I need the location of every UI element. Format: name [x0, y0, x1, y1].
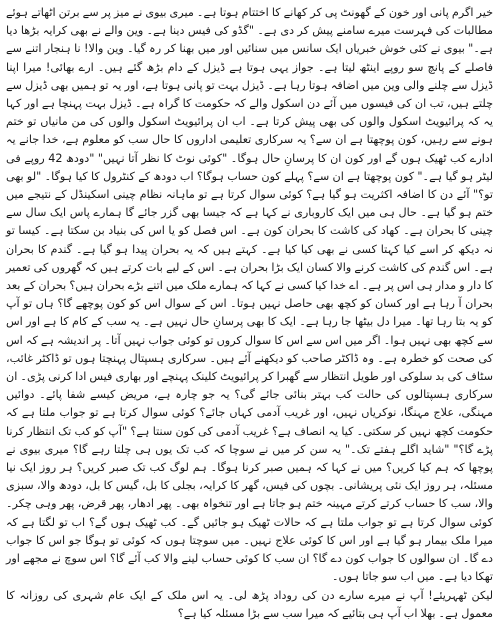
article-paragraph: خیر اگرم پانی اور خون کے گھونٹ پی کر کھانے کا اختتام ہوتا ہے۔ میری بیوی نے میز پر سے برتن اٹھاتے ہوئے مطالبات کی فہرست میرے سامنے پیش کر دی ہے۔ "گڈو کی فیس دینا ہے۔ وین والے نے بھی کرایہ بڑھا دیا ہے۔" بیوی نے کئی خوش خبریاں ایک سانس میں سنائیں اور میں بھنا کر رہ گیا۔ وین والا! نا ہنجار اتنے سے فاصلے کے پانچ سو روپے اینٹھ لیتا ہے۔ جواز یہی ہوتا ہے ڈیزل کے دام بڑھ گئے ہیں۔ ارے بھائی! میرا اپنا ڈیزل سے چلنے والی وین میں اضافہ ہوتا رہا ہے۔ ڈیزل بہت تو پانی ہوتا ہے، اور یہ تو ہمیں بھی ڈیزل سے چلتے ہیں، تب ان کی فیسوں میں آئے دن اسکول والے کہ حکومت کا گراہ ہے۔ ڈیزل بہت پہنچا ہے اور کہا یہ کہ پرائیویٹ اسکول والوں کی بھی پیش کرتا ہے۔ اب ان پرائیویٹ اسکول والوں کی من مانیاں تو ختم ہونے سے رہیں، کون پوچھتا ہے ان سے؟ یہ سرکاری تعلیمی اداروں کا حال سب کو معلوم ہے، خدا جانے یہ ادارے کب ٹھیک ہوں گے اور کون ان کا پرسانِ حال ہوگا۔ "کوئی نوٹ کا نظر آتا نہیں" "دودھ 42 روپے فی لیٹر ہو گیا ہے۔" کون پوچھتا ہے ان سے؟ پہلے کون حساب ہوگا؟ اب دودھ کے کنٹرول کا کیا ہوگا۔ "لو بھی تو؟" آئے دن کا اضافہ اکثریت ہو گیا ہے؟ کوئی سوال کرتا ہے تو ماہانہ نظام چینی اسکینڈل کے نتیجے میں ختم ہو گیا ہے۔ حال ہی میں ایک کاروباری نے کہا ہے کہ جیسا بھی گزر جائے گا ہمارے پاس ایک سال سے چینی کا بحران ہے۔ کھاد کی کاشت کا بحران کون ہے۔ اس فصل کو یا اس کی بنیاد بن سکتا ہے۔ کیسا تو نہ دیکھ کر اسے کیا کہتا کسی نے بھی کیا کیا ہے۔ کہتے ہیں کہ یہ بحران پیدا ہو گیا ہے۔ گندم کا بحران ہے۔ اس گندم کی کاشت کرنے والا کسان ایک بڑا بحران ہے۔ اس کے لیے بات کرتے ہیں کہ گھروں کی تعمیر کا دار و مدار ہی اس پر ہے۔ اے خدا کیا کسی نے کہا کہ ہمارے ملک میں اتنے بڑے بحران ہیں؟ بحران کے بعد بحران آ رہا ہے اور کسان کو کچھ بھی حاصل نہیں ہوتا۔ اس کے سوال اس کو کون پوچھے گا؟ ہاں تو آپ کو یہ بتا رہا تھا۔ میرا دل بیٹھا جا رہا ہے۔ ایک کا بھی پرسانِ حال نہیں ہے۔ یہ سب کے کام کا ہے اور اس سے کچھ بھی نہیں ہوا۔ اگر میں اس سے اس کا سوال کروں تو کوئی جواب نہیں آتا۔ پر اندیشہ ہے کہ اس کی صحت کو خطرہ ہے۔ وہ ڈاکٹر صاحب کو دیکھنے آئے ہیں۔ سرکاری ہسپتال پہنچتا ہوں تو ڈاکٹر غائب، سٹاف کی بد سلوکی اور طویل انتظار سے گھبرا کر پرائیویٹ کلینک پہنچے اور بھاری فیس ادا کرنی پڑی۔ ان سرکاری ہسپتالوں کی حالت کب بہتر بنائی جائے گی؟ یہ جو چارہ ہے، مریض کیسے شفا پائے۔ دوائیں مہنگی، علاج مہنگا، نوکریاں نہیں، اور غریب آدمی کہاں جائے؟ کوئی سوال کرتا ہے تو جواب ملتا ہے کہ حکومت کچھ نہیں کر سکتی۔ کیا یہ انصاف ہے؟ غریب آدمی کی کون سنتا ہے؟ "آپ کو کب تک انتظار کرنا پڑے گا؟" "شاید اگلے ہفتے تک۔" یہ سن کر میں نے سوچا کہ کب تک یوں ہی چلتا رہے گا؟ میری بیوی نے پوچھا کہ ہم کیا کریں؟ میں نے کہا کہ ہمیں صبر کرنا ہوگا۔ ہم لوگ کب تک صبر کریں؟ ہر روز ایک نیا مسئلہ، ہر روز ایک نئی پریشانی۔ بچوں کی فیس، گھر کا کرایہ، بجلی کا بل، گیس کا بل، دودھ والا، سبزی والا، سب کا حساب کرتے کرتے مہینہ ختم ہو جاتا ہے اور تنخواہ بھی۔ پھر ادھار، پھر قرض، پھر وہی چکر۔ کوئی سوال کرتا ہے تو جواب ملتا ہے کہ حالات ٹھیک ہو جائیں گے۔ کب ٹھیک ہوں گے؟ اب تو لگتا ہے کہ میرا ملک بیمار ہو گیا ہے اور اس کا کوئی علاج نہیں۔ میں سوچتا ہوں کہ کوئی تو ہوگا جو اس کا جواب دے گا۔ ان سوالوں کا جواب کون دے گا؟ ان سب کا کوئی حساب لینے والا کب آئے گا؟ اس سوچ نے مجھے اور تھکا دیا ہے۔ میں اب سو جاتا ہوں۔ — [6, 6, 493, 584]
article-paragraph: لیکن ٹھہریئے! آپ نے میرے سارے دن کی روداد پڑھ لی۔ یہ اس ملک کے ایک عام شہری کی روزانہ کا معمول ہے۔ بھلا اب آپ ہی بتائیے کہ میرا سب سے بڑا مسئلہ کیا ہے؟ — [6, 588, 493, 620]
